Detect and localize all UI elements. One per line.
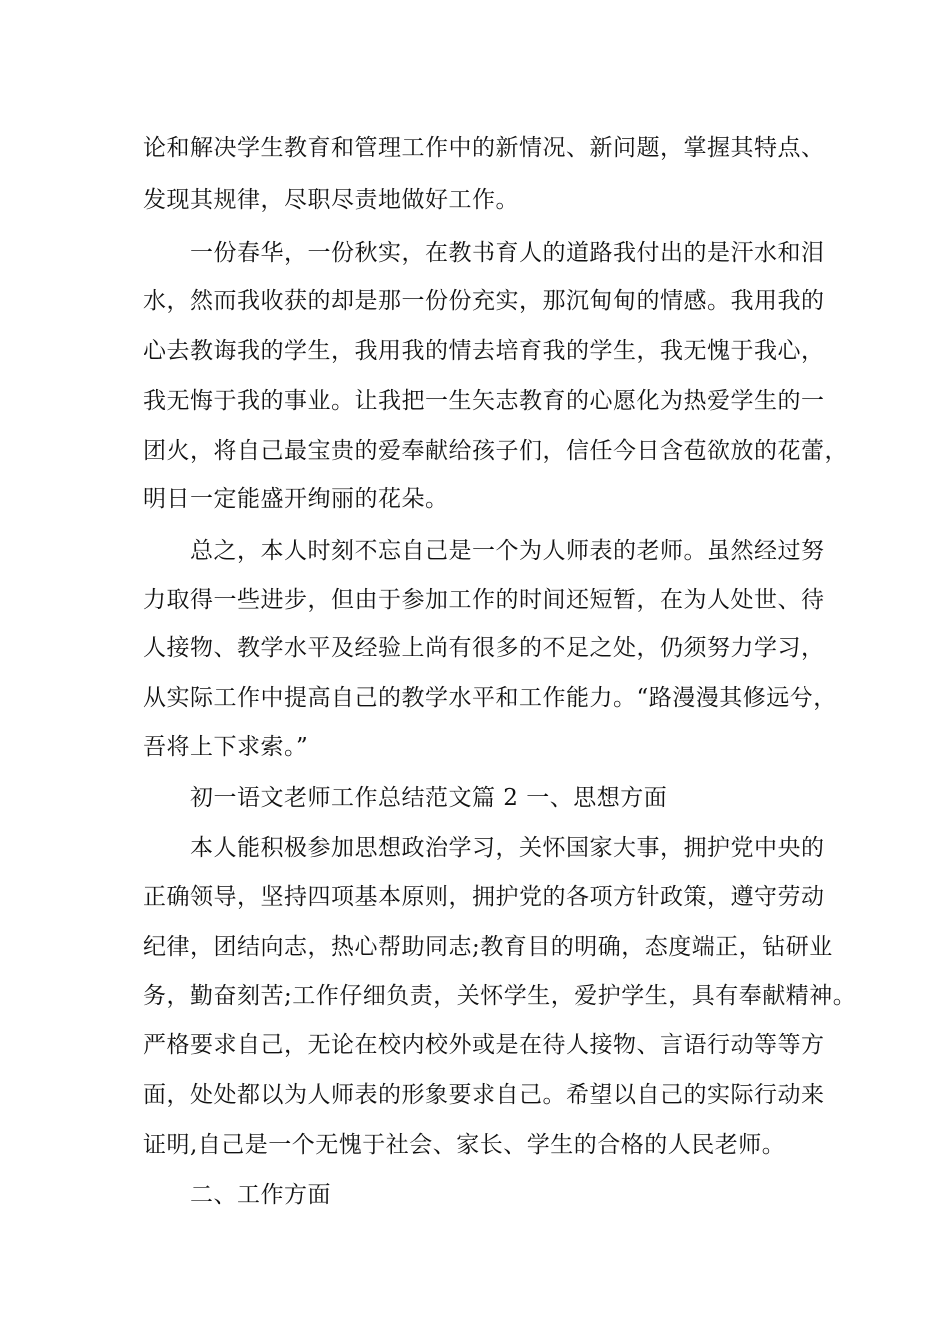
text-line: 务，勤奋刻苦;工作仔细负责，关怀学生，爱护学生，具有奉献精神。 (143, 983, 857, 1009)
text-line: 论和解决学生教育和管理工作中的新情况、新问题，掌握其特点、 (143, 135, 825, 161)
text-line: 从实际工作中提高自己的教学水平和工作能力。“路漫漫其修远兮， (143, 685, 837, 711)
paragraph-start-line: 本人能积极参加思想政治学习，关怀国家大事，拥护党中央的 (190, 835, 825, 861)
paragraph-start-line: 一份春华，一份秋实，在教书育人的道路我付出的是汗水和泪 (190, 240, 825, 266)
text-line: 我无悔于我的事业。让我把一生矢志教育的心愿化为热爱学生的一 (143, 388, 825, 414)
paragraph-start-line: 总之，本人时刻不忘自己是一个为人师表的老师。虽然经过努 (190, 538, 825, 564)
text-line: 明日一定能盛开绚丽的花朵。 (143, 486, 449, 512)
section-heading: 初一语文老师工作总结范文篇 2 一、思想方面 (190, 785, 668, 811)
text-line: 证明,自己是一个无愧于社会、家长、学生的合格的人民老师。 (143, 1132, 786, 1158)
text-line: 力取得一些进步，但由于参加工作的时间还短暂，在为人处世、待 (143, 587, 825, 613)
text-line: 面，处处都以为人师表的形象要求自己。希望以自己的实际行动来 (143, 1082, 825, 1108)
section-heading: 二、工作方面 (190, 1182, 331, 1208)
text-line: 纪律，团结向志，热心帮助同志;教育目的明确，态度端正，钻研业 (143, 934, 833, 960)
text-line: 吾将上下求索。” (143, 734, 309, 760)
text-line: 水，然而我收获的却是那一份份充实，那沉甸甸的情感。我用我的 (143, 288, 825, 314)
text-line: 发现其规律，尽职尽责地做好工作。 (143, 187, 519, 213)
text-line: 人接物、教学水平及经验上尚有很多的不足之处，仍须努力学习， (143, 635, 825, 661)
text-line: 正确领导，坚持四项基本原则，拥护党的各项方针政策，遵守劳动 (143, 884, 825, 910)
text-line: 团火，将自己最宝贵的爱奉献给孩子们，信任今日含苞欲放的花蕾， (143, 438, 848, 464)
text-line: 心去教诲我的学生，我用我的情去培育我的学生，我无愧于我心， (143, 338, 825, 364)
text-line: 严格要求自己，无论在校内校外或是在待人接物、言语行动等等方 (143, 1032, 825, 1058)
